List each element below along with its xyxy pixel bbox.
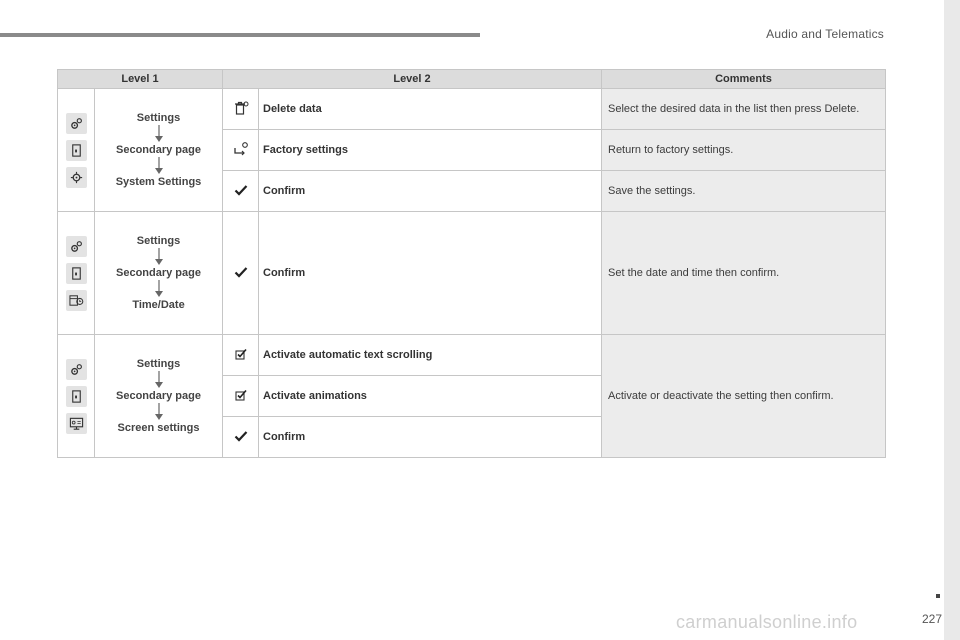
gears-icon bbox=[66, 236, 87, 257]
page-edge-strip bbox=[944, 0, 960, 640]
arrow-down-icon bbox=[153, 125, 165, 143]
table-row bbox=[58, 212, 886, 335]
option-confirm: Confirm bbox=[259, 212, 602, 335]
level2-icon-cell bbox=[223, 171, 259, 212]
column-header-level-2: Level 2 bbox=[223, 70, 602, 89]
section-title: Audio and Telematics bbox=[766, 27, 884, 41]
table-header-row bbox=[58, 70, 886, 89]
option-activate-animations: Activate animations bbox=[259, 376, 602, 417]
comment-cell: Return to factory settings. bbox=[602, 130, 886, 171]
path-step: Secondary page bbox=[116, 267, 201, 279]
column-header-level-1: Level 1 bbox=[58, 70, 223, 89]
arrow-down-icon bbox=[153, 371, 165, 389]
comment-cell: Activate or deactivate the setting then confirm. bbox=[602, 335, 886, 458]
checkmark-icon bbox=[233, 428, 249, 444]
gears-icon bbox=[66, 113, 87, 134]
settings-menu-table bbox=[57, 69, 886, 458]
level2-icon-cell bbox=[223, 212, 259, 335]
path-step: System Settings bbox=[115, 176, 202, 188]
level2-icon-cell bbox=[223, 335, 259, 376]
option-confirm: Confirm bbox=[259, 417, 602, 458]
watermark: carmanualsonline.info bbox=[676, 612, 858, 632]
table-row bbox=[58, 89, 886, 130]
calendar-clock-icon bbox=[66, 290, 87, 311]
arrow-down-icon bbox=[153, 280, 165, 298]
level1-icons bbox=[58, 89, 95, 212]
secondary-page-icon bbox=[66, 140, 87, 161]
level1-icons bbox=[58, 212, 95, 335]
comment-cell: Save the settings. bbox=[602, 171, 886, 212]
option-activate-text-scrolling: Activate automatic text scrolling bbox=[259, 335, 602, 376]
path-step: Time/Date bbox=[132, 299, 185, 311]
path-step: Secondary page bbox=[116, 144, 201, 156]
path-step: Settings bbox=[136, 358, 181, 370]
level1-path-screen-settings bbox=[95, 335, 223, 458]
option-confirm: Confirm bbox=[259, 171, 602, 212]
level1-icons bbox=[58, 335, 95, 458]
path-step: Secondary page bbox=[116, 390, 201, 402]
comment-cell: Set the date and time then confirm. bbox=[602, 212, 886, 335]
option-factory-settings: Factory settings bbox=[259, 130, 602, 171]
level1-path-system-settings bbox=[95, 89, 223, 212]
level2-icon-cell bbox=[223, 376, 259, 417]
path-step: Settings bbox=[136, 112, 181, 124]
checkmark-icon bbox=[233, 182, 249, 198]
path-step: Screen settings bbox=[117, 422, 200, 434]
level2-icon-cell bbox=[223, 89, 259, 130]
trash-settings-icon bbox=[233, 100, 249, 116]
screen-settings-icon bbox=[66, 413, 87, 434]
factory-reset-icon bbox=[233, 141, 249, 157]
checkmark-icon bbox=[233, 264, 249, 280]
secondary-page-icon bbox=[66, 263, 87, 284]
table-row bbox=[58, 335, 886, 376]
level2-icon-cell bbox=[223, 417, 259, 458]
arrow-down-icon bbox=[153, 248, 165, 266]
path-step: Settings bbox=[136, 235, 181, 247]
level1-path-time-date bbox=[95, 212, 223, 335]
checkbox-checked-icon bbox=[233, 346, 249, 362]
level2-icon-cell bbox=[223, 130, 259, 171]
page-marker bbox=[936, 594, 940, 598]
arrow-down-icon bbox=[153, 157, 165, 175]
gears-icon bbox=[66, 359, 87, 380]
secondary-page-icon bbox=[66, 386, 87, 407]
header-rule bbox=[0, 33, 480, 37]
option-delete-data: Delete data bbox=[259, 89, 602, 130]
system-settings-icon bbox=[66, 167, 87, 188]
checkbox-checked-icon bbox=[233, 387, 249, 403]
column-header-comments: Comments bbox=[602, 70, 886, 89]
arrow-down-icon bbox=[153, 403, 165, 421]
page-number: 227 bbox=[921, 612, 942, 626]
comment-cell: Select the desired data in the list then press Delete. bbox=[602, 89, 886, 130]
